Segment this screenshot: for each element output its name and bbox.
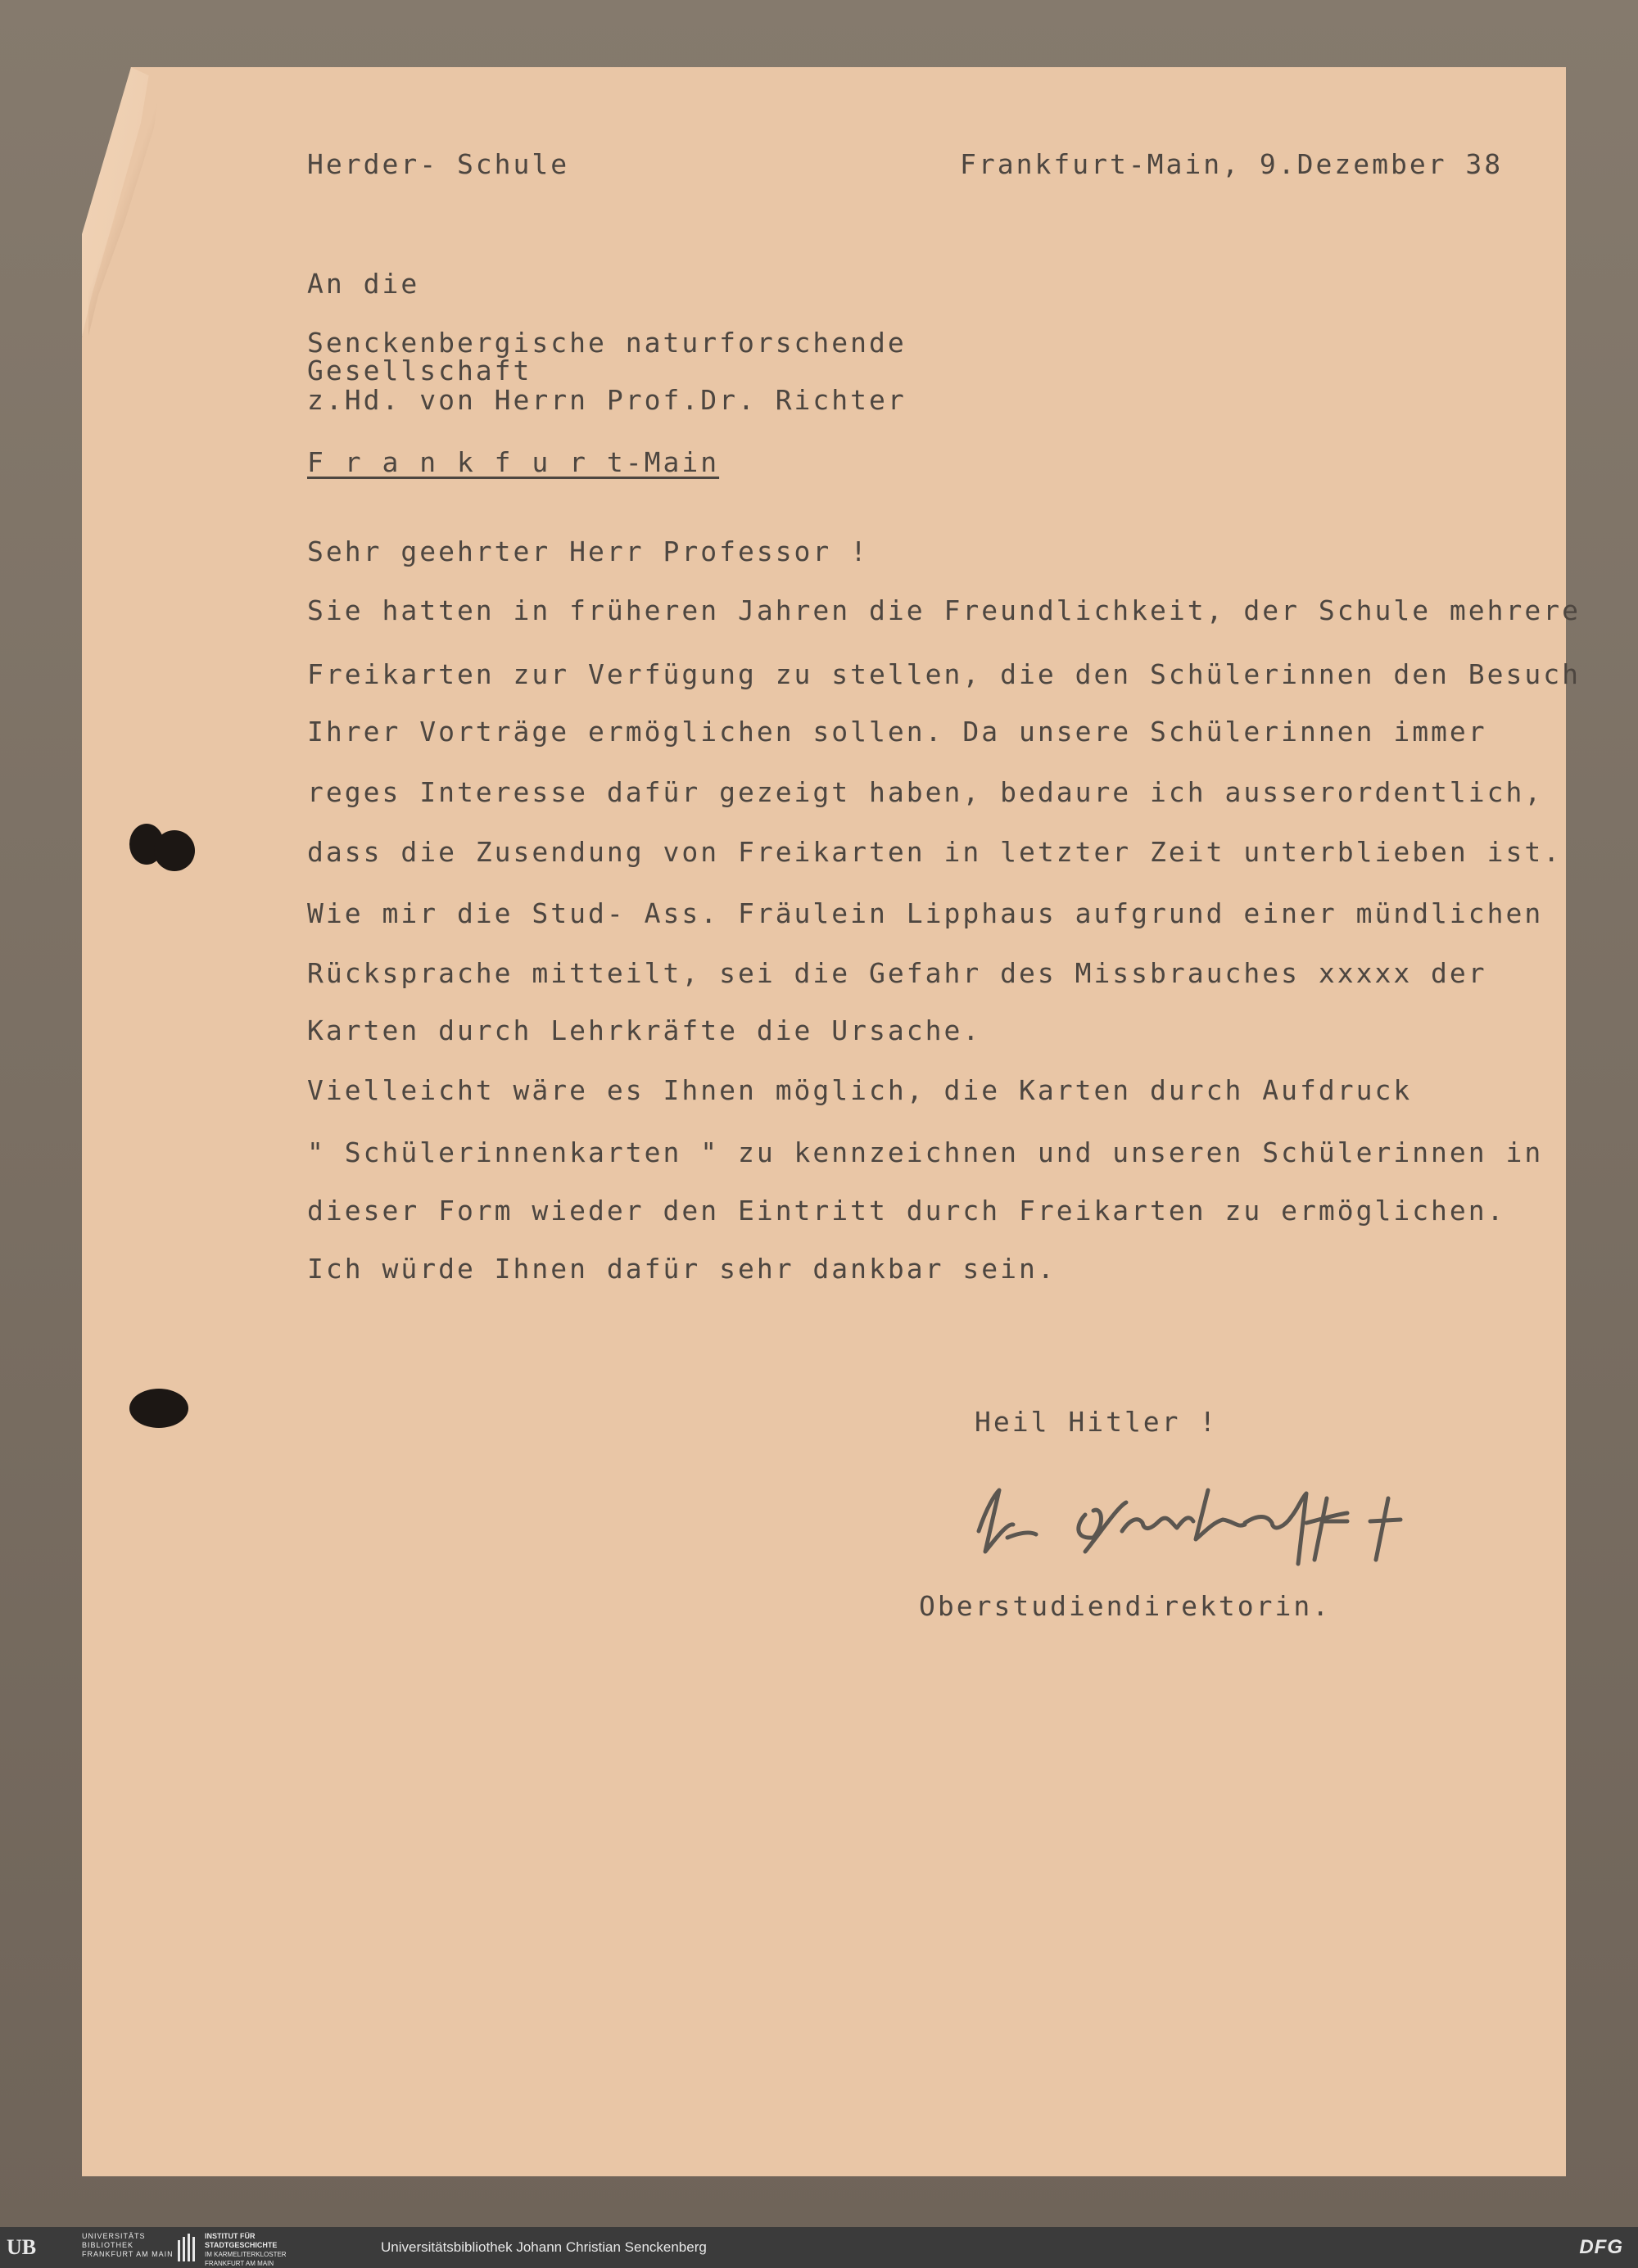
body-line: Sie hatten in früheren Jahren die Freundlichkeit, der Schule mehrere [307, 594, 1581, 626]
sender-name: Herder- Schule [307, 148, 570, 180]
body-line: dieser Form wieder den Eintritt durch Freikarten zu ermöglichen. [307, 1195, 1506, 1227]
isg-caption-line: INSTITUT FÜR [205, 2232, 256, 2240]
body-line: Rücksprache mitteilt, sei die Gefahr des Missbrauches xxxxx der [307, 957, 1487, 989]
ub-caption-line: UNIVERSITÄTS [82, 2232, 146, 2240]
ub-logo [7, 2234, 79, 2261]
library-name: Universitätsbibliothek Johann Christian Senckenberg [381, 2239, 707, 2255]
address-line-1: Senckenbergische naturforschende [307, 327, 907, 359]
ub-logo-caption [82, 2232, 174, 2259]
body-line: dass die Zusendung von Freikarten in letzter Zeit unterblieben ist. [307, 836, 1563, 868]
handwritten-signature [962, 1474, 1454, 1572]
signer-title: Oberstudiendirektorin. [919, 1590, 1332, 1622]
dfg-logo: DFG [1579, 2236, 1623, 2258]
body-line: Wie mir die Stud- Ass. Fräulein Lipphaus aufgrund einer mündlichen [307, 897, 1544, 929]
body-line: Ihrer Vorträge ermöglichen sollen. Da unsere Schülerinnen immer [307, 716, 1487, 748]
address-city: F r a n k f u r t-Main [307, 446, 720, 478]
body-line: " Schülerinnenkarten " zu kennzeichnen und unseren Schülerinnen in [307, 1136, 1544, 1168]
ub-caption-line: FRANKFURT AM MAIN [82, 2250, 174, 2258]
closing: Heil Hitler ! [975, 1406, 1219, 1438]
body-line: Vielleicht wäre es Ihnen möglich, die Karten durch Aufdruck [307, 1074, 1413, 1106]
address-prefix: An die [307, 268, 420, 300]
isg-caption-line: STADTGESCHICHTE [205, 2241, 278, 2249]
ub-caption-line: BIBLIOTHEK [82, 2241, 134, 2249]
body-line: reges Interesse dafür gezeigt haben, bedaure ich ausserordentlich, [307, 776, 1544, 808]
body-line: Karten durch Lehrkräfte die Ursache. [307, 1014, 982, 1046]
isg-caption-line: IM KARMELITERKLOSTER [205, 2251, 287, 2258]
isg-caption-line: FRANKFURT AM MAIN [205, 2260, 274, 2267]
body-line: Ich würde Ihnen dafür sehr dankbar sein. [307, 1253, 1057, 1285]
punch-hole-lower [129, 1389, 188, 1428]
address-line-2: Gesellschaft [307, 355, 532, 386]
ub-logo-text: UB [7, 2235, 37, 2259]
isg-building-icon [176, 2232, 199, 2263]
greeting: Sehr geehrter Herr Professor ! [307, 535, 870, 567]
place-and-date: Frankfurt-Main, 9.Dezember 38 [960, 148, 1504, 180]
address-line-3: z.Hd. von Herrn Prof.Dr. Richter [307, 384, 907, 416]
punch-hole-upper-b [154, 830, 195, 871]
isg-logo-caption [205, 2232, 287, 2268]
archive-footer-bar [0, 2227, 1638, 2268]
body-line: Freikarten zur Verfügung zu stellen, die den Schülerinnen den Besuch [307, 658, 1581, 690]
